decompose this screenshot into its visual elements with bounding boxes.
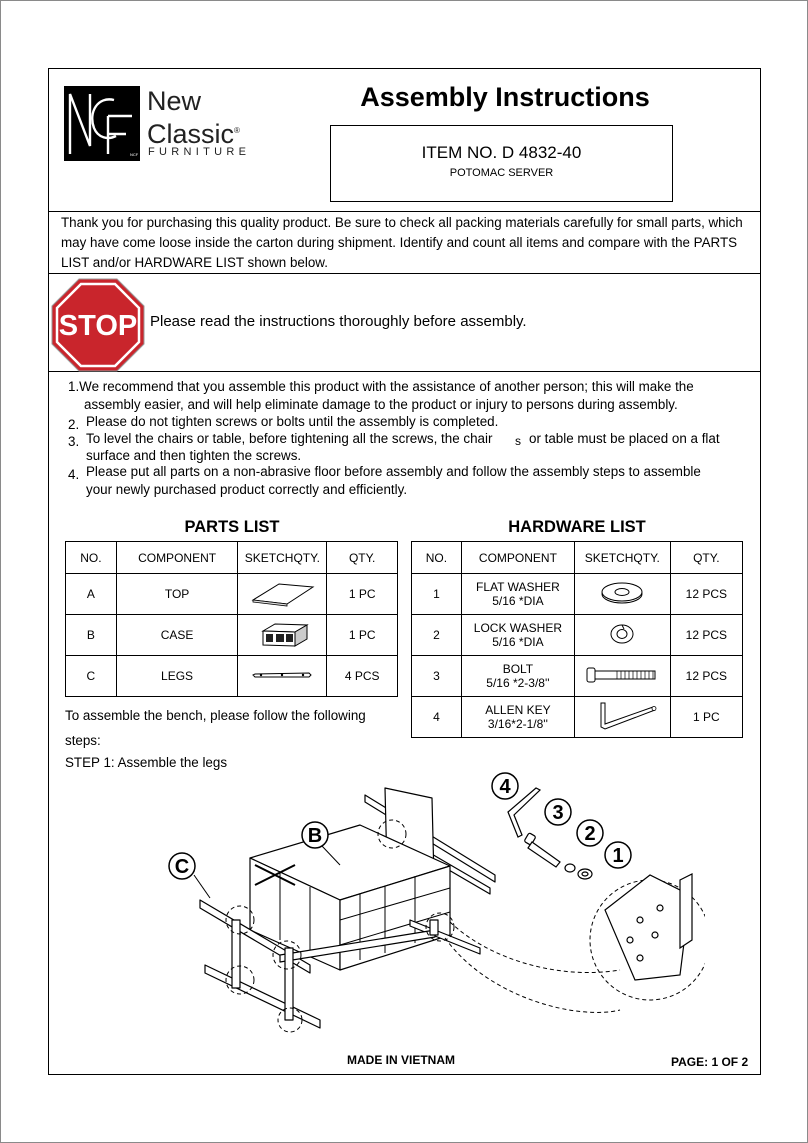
part-component: CASE: [116, 615, 238, 656]
svg-text:STOP: STOP: [58, 310, 138, 342]
part-component: LEGS: [116, 656, 238, 697]
hardware-qty: 1 PC: [670, 697, 742, 738]
table-row: [66, 615, 398, 656]
allen-key-icon: [577, 699, 667, 733]
hardware-sketch: [574, 615, 670, 656]
instruction-2-line1: Please do not tighten screws or bolts until the assembly is completed.: [86, 414, 499, 429]
part-qty: 1 PC: [327, 615, 398, 656]
stop-sign-icon: [51, 278, 145, 372]
table-row: [66, 656, 398, 697]
part-no: A: [66, 574, 117, 615]
table-row: [412, 574, 743, 615]
callout-b: B: [307, 825, 323, 847]
table-header-row: [66, 542, 398, 574]
hardware-qty: 12 PCS: [670, 656, 742, 697]
callout-c: C: [174, 856, 190, 878]
divider-header: [48, 211, 761, 212]
table-header-row: [412, 542, 743, 574]
instruction-1-line2: assembly easier, and will help eliminate damage to the product or injury to persons during assembly.: [84, 397, 678, 412]
hardware-no: 1: [412, 574, 462, 615]
header-sketch: SKETCHQTY.: [574, 542, 670, 574]
callout-1: 1: [612, 845, 624, 867]
lock-washer-icon: [577, 619, 667, 649]
instruction-4-number: 4.: [68, 467, 80, 482]
bolt-icon: [577, 660, 667, 690]
part-qty: 4 PCS: [327, 656, 398, 697]
assembly-diagram: [160, 770, 705, 1045]
instruction-2-number: 2.: [68, 417, 80, 432]
hardware-component: ALLEN KEY 3/16*2-1/8'': [461, 697, 574, 738]
header-no: NO.: [412, 542, 462, 574]
instruction-1-line1: 1.We recommend that you assemble this product with the assistance of another person; this will make the: [68, 379, 694, 394]
item-box: [330, 125, 673, 202]
instruction-4-line1: Please put all parts on a non-abrasive floor before assembly and follow the assembly steps to assemble: [86, 464, 701, 479]
hardware-component: LOCK WASHER 5/16 *DIA: [461, 615, 574, 656]
hardware-no: 4: [412, 697, 462, 738]
instruction-3-number: 3.: [68, 434, 80, 449]
flat-washer-icon: [577, 578, 667, 608]
step-1-label: STEP 1: Assemble the legs: [65, 755, 228, 770]
assemble-instructions: To assemble the bench, please follow the following steps:: [65, 708, 366, 748]
header-no: NO.: [66, 542, 117, 574]
instruction-3-line1-s: s: [515, 434, 521, 448]
item-name: POTOMAC SERVER: [449, 167, 554, 179]
hardware-list-title: HARDWARE LIST: [508, 518, 646, 536]
hardware-qty: 12 PCS: [670, 574, 742, 615]
header-component: COMPONENT: [116, 542, 238, 574]
hardware-sketch: [574, 697, 670, 738]
divider-intro: [48, 273, 761, 274]
brand-logo-monogram: [64, 86, 140, 161]
footer-page-number: PAGE: 1 OF 2: [671, 1055, 749, 1069]
hardware-qty: 12 PCS: [670, 615, 742, 656]
page-title: Assembly Instructions: [360, 82, 650, 112]
callout-3: 3: [552, 802, 564, 824]
parts-list-title: PARTS LIST: [184, 518, 280, 536]
header-sketch: SKETCHQTY.: [238, 542, 327, 574]
part-no: C: [66, 656, 117, 697]
table-row: [412, 615, 743, 656]
part-component: TOP: [116, 574, 238, 615]
stop-message: Please read the instructions thoroughly before assembly.: [150, 313, 527, 330]
parts-list-table: [65, 541, 398, 697]
hardware-component: FLAT WASHER 5/16 *DIA: [461, 574, 574, 615]
part-sketch: [238, 615, 327, 656]
part-qty: 1 PC: [327, 574, 398, 615]
instruction-3-line2: surface and then tighten the screws.: [86, 448, 302, 463]
header-qty: QTY.: [670, 542, 742, 574]
hardware-sketch: [574, 656, 670, 697]
instruction-3-line1a: To level the chairs or table, before tightening all the screws, the chair: [86, 431, 493, 446]
divider-stop: [48, 371, 761, 372]
part-sketch: [238, 656, 327, 697]
brand-name-line1: New: [147, 86, 202, 116]
hardware-no: 3: [412, 656, 462, 697]
tabletop-sketch-icon: [239, 578, 325, 608]
callout-4: 4: [499, 776, 511, 798]
hardware-sketch: [574, 574, 670, 615]
footer-made-in: MADE IN VIETNAM: [347, 1053, 455, 1067]
part-sketch: [238, 574, 327, 615]
leg-sketch-icon: [239, 660, 325, 690]
part-no: B: [66, 615, 117, 656]
header-qty: QTY.: [327, 542, 398, 574]
brand-name-line2: Classic®: [147, 119, 240, 149]
svg-text:NCF: NCF: [130, 152, 139, 157]
callout-2: 2: [584, 823, 596, 845]
hardware-no: 2: [412, 615, 462, 656]
item-number: ITEM NO. D 4832-40: [421, 143, 582, 162]
table-row: [412, 656, 743, 697]
table-row: [412, 697, 743, 738]
header-component: COMPONENT: [461, 542, 574, 574]
brand-name-line3: FURNITURE: [148, 146, 251, 158]
hardware-component: BOLT 5/16 *2-3/8'': [461, 656, 574, 697]
intro-paragraph: Thank you for purchasing this quality product. Be sure to check all packing materials carefully for small parts, which may have come loose inside the carton during shipment. Identify and count all items and compare with the PARTS LIST and/or HARDWARE LIST shown below.: [61, 215, 743, 270]
hardware-list-table: [411, 541, 743, 738]
case-sketch-icon: [239, 619, 325, 649]
table-row: [66, 574, 398, 615]
instruction-4-line2: your newly purchased product correctly and efficiently.: [86, 482, 408, 497]
instruction-3-line1b: or table must be placed on a flat: [529, 431, 720, 446]
